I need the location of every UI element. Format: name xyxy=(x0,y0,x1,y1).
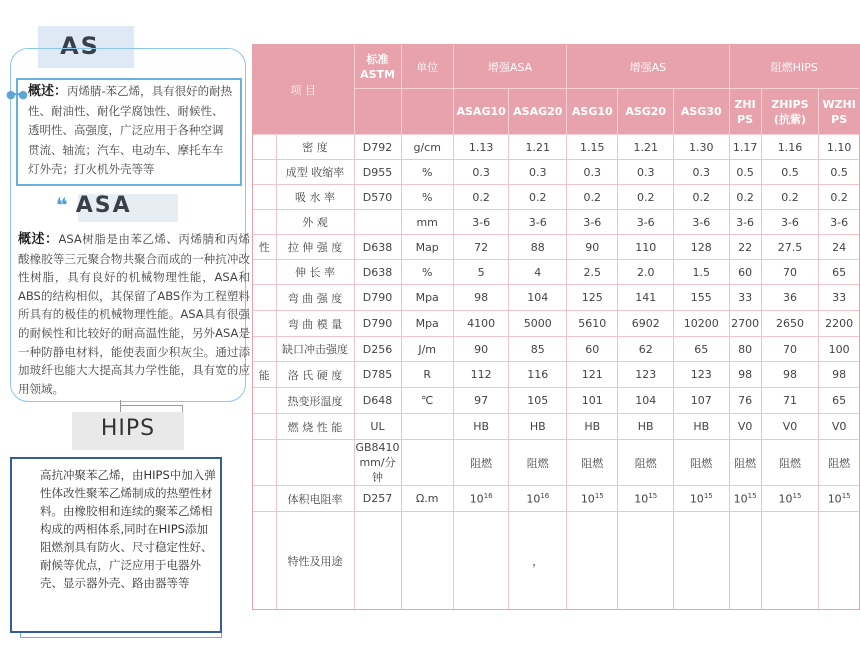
property-unit xyxy=(401,512,453,610)
value-cell: 104 xyxy=(618,388,674,414)
property-std xyxy=(354,210,401,235)
value-cell: 123 xyxy=(618,362,674,388)
value-cell: 0.2 xyxy=(819,185,860,210)
value-cell: 0.3 xyxy=(567,160,618,185)
value-cell: 4100 xyxy=(453,311,509,337)
value-cell: 3-6 xyxy=(453,210,509,235)
property-unit: % xyxy=(401,185,453,210)
value-cell: 5610 xyxy=(567,311,618,337)
value-cell: HB xyxy=(509,414,567,440)
value-cell xyxy=(761,512,819,610)
side-cell xyxy=(253,486,277,512)
table-row xyxy=(253,260,860,285)
as-label: 概述： xyxy=(28,84,68,99)
header-grade: ASG20 xyxy=(618,89,674,135)
value-cell: 0.3 xyxy=(618,160,674,185)
value-cell: 3-6 xyxy=(618,210,674,235)
value-cell: 60 xyxy=(567,337,618,362)
property-unit xyxy=(401,440,453,486)
side-cell xyxy=(253,414,277,440)
property-name: 燃 烧 性 能 xyxy=(276,414,354,440)
property-name: 弯 曲 强 度 xyxy=(276,285,354,311)
header-grade: ZHIPS (抗紫) xyxy=(761,89,819,135)
table-row xyxy=(253,414,860,440)
property-name: 弯 曲 模 量 xyxy=(276,311,354,337)
property-std: D257 xyxy=(354,486,401,512)
asa-label: 概述： xyxy=(18,232,59,247)
value-cell: 0.3 xyxy=(453,160,509,185)
property-unit: % xyxy=(401,160,453,185)
side-cell xyxy=(253,185,277,210)
value-cell: 36 xyxy=(761,285,819,311)
header-grade: ZHI PS xyxy=(729,89,761,135)
property-unit: g/cm xyxy=(401,135,453,160)
property-std: D790 xyxy=(354,311,401,337)
header-std-blank xyxy=(354,89,401,135)
asa-text: ASA树脂是由苯乙烯、丙烯腈和丙烯酸橡胶等三元聚合物共聚合而成的一种抗冲改性树脂，具有良好的机械物理性能，ASA和ABS的结构相似，其保留了ABS作为工程塑料所具有的极佳的机械物理性能。ASA具有很强的耐候性和比较好的耐高温性能，另外ASA是一种防静电材料，能使表面少积灰尘。通过添加玻纤也能大大提高其力学性能，具有宽的应用领域。 xyxy=(18,232,250,396)
value-base: 10 xyxy=(634,492,649,506)
property-std: UL xyxy=(354,414,401,440)
header-group-as: 增强AS xyxy=(567,45,729,89)
value-cell: 2700 xyxy=(729,311,761,337)
value-cell: 90 xyxy=(453,337,509,362)
side-cell: 性 xyxy=(253,235,277,260)
header-grade: ASG10 xyxy=(567,89,618,135)
value-base: 10 xyxy=(733,492,748,506)
property-std: D648 xyxy=(354,388,401,414)
table-row xyxy=(253,362,860,388)
value-cell: 100 xyxy=(819,337,860,362)
value-cell: HB xyxy=(673,414,729,440)
property-name: 成型 收缩率 xyxy=(276,160,354,185)
value-cell: V0 xyxy=(761,414,819,440)
value-cell: 65 xyxy=(819,388,860,414)
hips-description: 高抗冲聚苯乙烯，由HIPS中加入弹性体改性聚苯乙烯制成的热塑性材料。由橡胶相和连续的聚苯乙烯相构成的两相体系,同时在HIPS添加阻燃剂具有防火、尺寸稳定性好、耐候等优点，广泛应用于电器外壳、显示器外壳、路由器等等 xyxy=(40,468,216,590)
value-cell: 65 xyxy=(673,337,729,362)
value-cell: 阻燃 xyxy=(673,440,729,486)
side-cell xyxy=(253,260,277,285)
value-cell: 阻燃 xyxy=(618,440,674,486)
table-row xyxy=(253,440,860,486)
value-cell: 0.3 xyxy=(673,160,729,185)
side-cell xyxy=(253,285,277,311)
header-grade: WZHI PS xyxy=(819,89,860,135)
value-cell: 1.15 xyxy=(567,135,618,160)
value-cell: 22 xyxy=(729,235,761,260)
property-std: D256 xyxy=(354,337,401,362)
asa-title-group xyxy=(56,193,132,218)
value-cell: 0.5 xyxy=(819,160,860,185)
side-cell xyxy=(253,337,277,362)
property-unit: R xyxy=(401,362,453,388)
value-cell: 98 xyxy=(819,362,860,388)
value-cell: 123 xyxy=(673,362,729,388)
value-cell: 125 xyxy=(567,285,618,311)
as-title: AS xyxy=(60,32,100,60)
value-cell: 3-6 xyxy=(509,210,567,235)
table-row xyxy=(253,210,860,235)
as-text: 丙烯腈-苯乙烯，具有很好的耐热性、耐油性、耐化学腐蚀性、耐候性、透明性、高强度，广泛应用于各种空调贯流、轴流；汽车、电动车、摩托车车灯外壳；打火机外壳等等 xyxy=(28,84,233,176)
property-name: 拉 伸 强 度 xyxy=(276,235,354,260)
property-std: D638 xyxy=(354,235,401,260)
value-exponent: 15 xyxy=(594,491,604,500)
value-cell: 70 xyxy=(761,337,819,362)
value-cell: 0.2 xyxy=(618,185,674,210)
value-cell: 80 xyxy=(729,337,761,362)
value-cell xyxy=(618,512,674,610)
property-unit xyxy=(401,414,453,440)
dot-decoration-icon: ●━● xyxy=(6,88,26,101)
property-name: 体积电阻率 xyxy=(276,486,354,512)
value-cell: 0.2 xyxy=(509,185,567,210)
table-row xyxy=(253,160,860,185)
value-cell: HB xyxy=(618,414,674,440)
property-name: 吸 水 率 xyxy=(276,185,354,210)
property-std: D785 xyxy=(354,362,401,388)
value-cell: V0 xyxy=(729,414,761,440)
value-cell: V0 xyxy=(819,414,860,440)
side-cell xyxy=(253,160,277,185)
value-cell: 0.2 xyxy=(729,185,761,210)
value-cell: 90 xyxy=(567,235,618,260)
value-base: 10 xyxy=(689,492,704,506)
header-unit: 单位 xyxy=(401,45,453,89)
value-exponent: 15 xyxy=(792,491,802,500)
value-cell: 0.2 xyxy=(567,185,618,210)
value-cell: 阻燃 xyxy=(567,440,618,486)
value-base: 10 xyxy=(526,492,541,506)
property-unit: Mpa xyxy=(401,311,453,337)
value-cell xyxy=(453,486,509,512)
value-cell: 60 xyxy=(729,260,761,285)
value-cell xyxy=(761,486,819,512)
table-row xyxy=(253,337,860,362)
value-cell: 104 xyxy=(509,285,567,311)
header-grade: ASAG20 xyxy=(509,89,567,135)
header-group-hips: 阻燃HIPS xyxy=(729,45,859,89)
value-exponent: 15 xyxy=(841,491,851,500)
value-base: 10 xyxy=(580,492,595,506)
value-exponent: 15 xyxy=(703,491,713,500)
property-name: 热变形温度 xyxy=(276,388,354,414)
value-cell: 2650 xyxy=(761,311,819,337)
value-cell xyxy=(819,486,860,512)
value-cell: 76 xyxy=(729,388,761,414)
property-std: GB8410 mm/分钟 xyxy=(355,441,400,484)
value-cell: 2.0 xyxy=(618,260,674,285)
value-cell: 72 xyxy=(453,235,509,260)
value-cell: 1.13 xyxy=(453,135,509,160)
side-cell xyxy=(253,512,277,610)
table-row xyxy=(253,135,860,160)
header-group-asa: 增强ASA xyxy=(453,45,566,89)
value-cell: 65 xyxy=(819,260,860,285)
value-cell: 33 xyxy=(729,285,761,311)
value-cell xyxy=(673,512,729,610)
value-cell: 155 xyxy=(673,285,729,311)
table-row xyxy=(253,185,860,210)
property-name: 伸 长 率 xyxy=(276,260,354,285)
side-cell xyxy=(253,388,277,414)
value-cell: 3-6 xyxy=(729,210,761,235)
value-cell: HB xyxy=(453,414,509,440)
properties-table xyxy=(252,44,860,610)
table-row xyxy=(253,388,860,414)
value-cell: 0.2 xyxy=(761,185,819,210)
value-cell: 1.16 xyxy=(761,135,819,160)
side-cell: 能 xyxy=(253,362,277,388)
table-row xyxy=(253,486,860,512)
value-cell: 98 xyxy=(453,285,509,311)
value-cell: 1.21 xyxy=(509,135,567,160)
value-cell xyxy=(729,512,761,610)
property-unit: J/m xyxy=(401,337,453,362)
value-cell: 121 xyxy=(567,362,618,388)
value-cell: 2.5 xyxy=(567,260,618,285)
value-cell: 1.21 xyxy=(618,135,674,160)
value-cell: 1.10 xyxy=(819,135,860,160)
value-base: 10 xyxy=(778,492,793,506)
property-name: 密 度 xyxy=(276,135,354,160)
value-cell: 5000 xyxy=(509,311,567,337)
quote-icon: ❝ xyxy=(56,193,70,217)
property-std: D955 xyxy=(354,160,401,185)
as-description xyxy=(28,82,234,180)
value-cell: 3-6 xyxy=(761,210,819,235)
value-exponent: 15 xyxy=(747,491,757,500)
value-base: 10 xyxy=(469,492,484,506)
value-cell: 62 xyxy=(618,337,674,362)
value-cell xyxy=(673,486,729,512)
table-row xyxy=(253,285,860,311)
value-cell: 88 xyxy=(509,235,567,260)
table-body xyxy=(253,135,860,610)
table-row xyxy=(253,512,860,610)
property-unit: ℃ xyxy=(401,388,453,414)
side-cell xyxy=(253,311,277,337)
value-base: 10 xyxy=(827,492,842,506)
asa-title: ASA xyxy=(75,193,132,218)
property-unit: mm xyxy=(401,210,453,235)
property-name: 特性及用途 xyxy=(276,512,354,610)
value-cell: 0.5 xyxy=(729,160,761,185)
value-cell: 128 xyxy=(673,235,729,260)
value-cell: 阻燃 xyxy=(819,440,860,486)
value-cell: 0.5 xyxy=(761,160,819,185)
value-cell: 阻燃 xyxy=(509,440,567,486)
property-std xyxy=(354,512,401,610)
usage-mark: ， xyxy=(509,512,567,610)
value-cell: 98 xyxy=(761,362,819,388)
value-cell xyxy=(567,512,618,610)
value-cell: 3-6 xyxy=(567,210,618,235)
value-cell: 1.30 xyxy=(673,135,729,160)
property-unit: Ω.m xyxy=(401,486,453,512)
side-cell xyxy=(253,135,277,160)
property-unit: % xyxy=(401,260,453,285)
property-unit: Map xyxy=(401,235,453,260)
value-cell: 4 xyxy=(509,260,567,285)
property-std: D638 xyxy=(354,260,401,285)
property-name: 外 观 xyxy=(276,210,354,235)
value-cell: 101 xyxy=(567,388,618,414)
value-cell: 阻燃 xyxy=(761,440,819,486)
value-cell: 105 xyxy=(509,388,567,414)
header-grade: ASG30 xyxy=(673,89,729,135)
value-exponent: 16 xyxy=(540,491,550,500)
value-cell: 0.2 xyxy=(453,185,509,210)
value-cell: 70 xyxy=(761,260,819,285)
property-name xyxy=(276,440,354,486)
value-cell: 0.2 xyxy=(673,185,729,210)
value-cell: 107 xyxy=(673,388,729,414)
value-cell: 2200 xyxy=(819,311,860,337)
connector-line xyxy=(120,405,182,406)
value-cell: 1.5 xyxy=(673,260,729,285)
value-cell: 6902 xyxy=(618,311,674,337)
property-name: 缺口冲击强度 xyxy=(276,337,354,362)
value-cell: 3-6 xyxy=(819,210,860,235)
value-exponent: 16 xyxy=(483,491,493,500)
value-cell xyxy=(453,512,509,610)
property-std: D570 xyxy=(354,185,401,210)
value-cell: 71 xyxy=(761,388,819,414)
hips-title: HIPS xyxy=(100,416,156,441)
value-cell: HB xyxy=(567,414,618,440)
property-unit: Mpa xyxy=(401,285,453,311)
value-cell: 116 xyxy=(509,362,567,388)
value-cell: 1.17 xyxy=(729,135,761,160)
property-name: 洛 氏 硬 度 xyxy=(276,362,354,388)
value-cell xyxy=(618,486,674,512)
value-cell: 24 xyxy=(819,235,860,260)
value-cell: 97 xyxy=(453,388,509,414)
value-cell: 98 xyxy=(729,362,761,388)
value-cell xyxy=(567,486,618,512)
property-std: D792 xyxy=(354,135,401,160)
asa-description xyxy=(18,230,250,398)
header-std: 标准 ASTM xyxy=(354,45,401,89)
value-cell: 85 xyxy=(509,337,567,362)
value-cell: 112 xyxy=(453,362,509,388)
side-cell xyxy=(253,210,277,235)
value-cell xyxy=(819,512,860,610)
value-cell: 27.5 xyxy=(761,235,819,260)
value-cell xyxy=(509,486,567,512)
side-cell xyxy=(253,440,277,486)
header-item: 项 目 xyxy=(253,45,355,135)
header-unit-blank xyxy=(401,89,453,135)
value-exponent: 15 xyxy=(648,491,658,500)
header-grade: ASAG10 xyxy=(453,89,509,135)
property-std: D790 xyxy=(354,285,401,311)
value-cell: 3-6 xyxy=(673,210,729,235)
value-cell: 阻燃 xyxy=(453,440,509,486)
value-cell: 5 xyxy=(453,260,509,285)
table-row xyxy=(253,311,860,337)
value-cell: 110 xyxy=(618,235,674,260)
value-cell: 33 xyxy=(819,285,860,311)
value-cell xyxy=(729,486,761,512)
table-row xyxy=(253,235,860,260)
value-cell: 0.3 xyxy=(509,160,567,185)
value-cell: 阻燃 xyxy=(729,440,761,486)
value-cell: 141 xyxy=(618,285,674,311)
value-cell: 10200 xyxy=(673,311,729,337)
